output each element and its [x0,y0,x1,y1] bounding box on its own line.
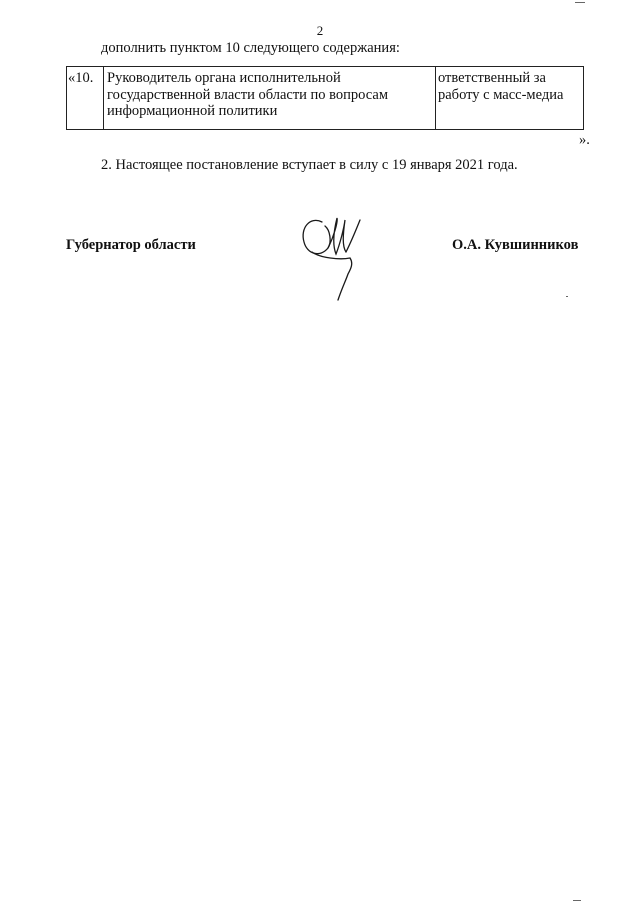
signatory-name: О.А. Кувшинников [452,237,579,253]
paragraph-2: 2. Настоящее постановление вступает в силу с 19 января 2021 года. [101,157,518,173]
handwritten-signature-icon [290,208,380,308]
closing-quote: ». [579,132,590,148]
scan-speck [575,2,585,3]
table-cell-role: ответственный за работу с масс-медиа [436,67,584,130]
table-cell-position: Руководитель органа исполнительной государственной власти области по вопросам информационной политики [104,67,436,130]
scan-speck [566,296,568,297]
scan-speck [573,900,581,901]
signatory-title: Губернатор области [66,237,196,253]
page-number: 2 [316,23,324,38]
amendment-table [66,66,584,130]
table-cell-number: «10. [67,67,104,130]
intro-text: дополнить пунктом 10 следующего содержания: [101,40,400,56]
table-row [67,67,584,130]
